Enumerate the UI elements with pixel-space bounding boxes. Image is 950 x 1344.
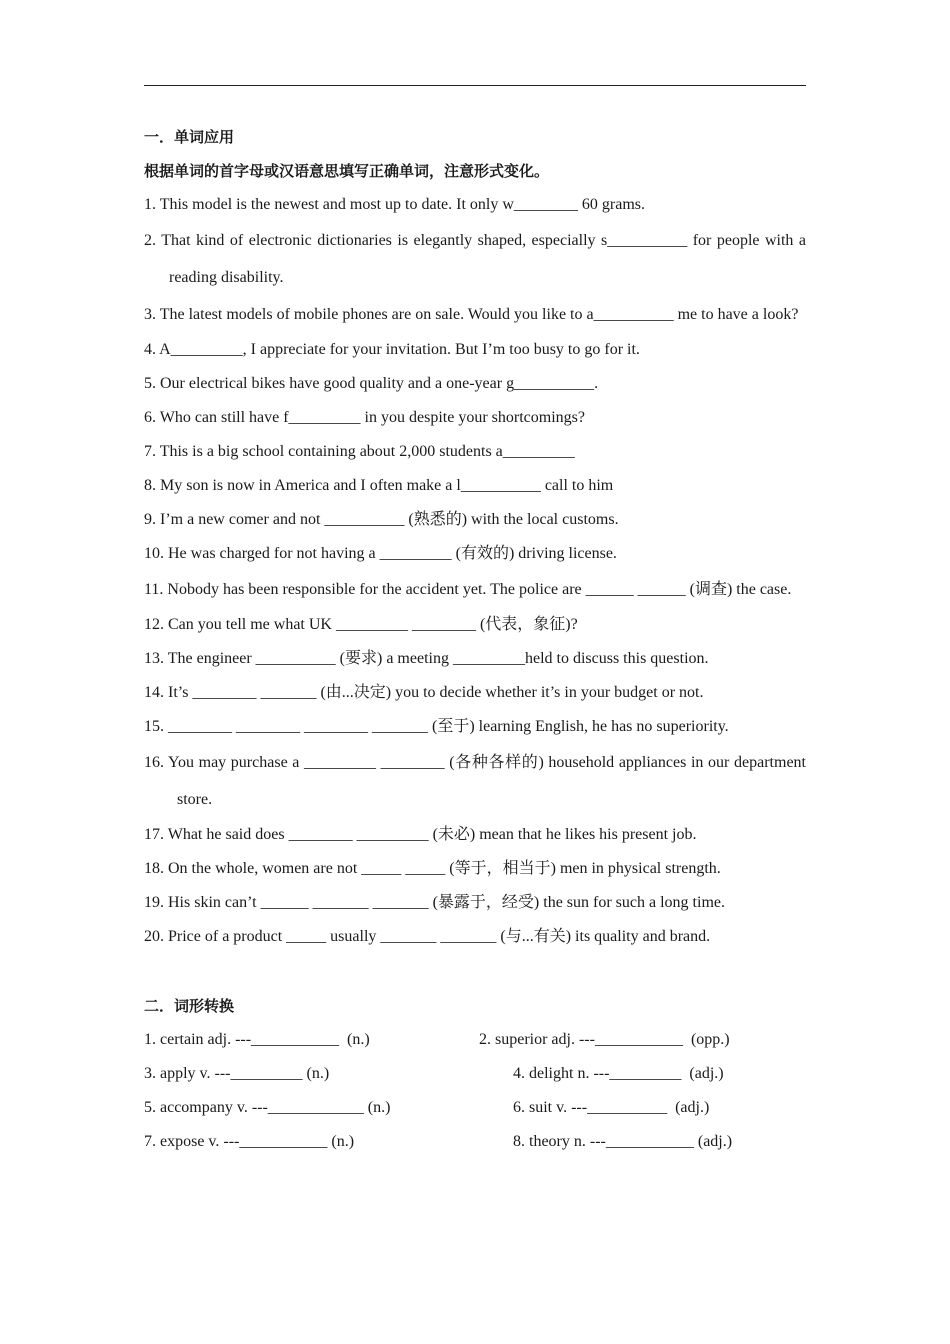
conversion-item-7: 7. expose v. ---___________ (n.) — [144, 1133, 355, 1150]
section1-instruction: 根据单词的首字母或汉语意思填写正确单词，注意形式变化。 — [144, 162, 550, 180]
conversion-item-3: 3. apply v. ---_________ (n.) — [144, 1065, 330, 1082]
question-1: 1. This model is the newest and most up to date. It only w________ 60 grams. — [144, 196, 645, 213]
question-11: 11. Nobody has been responsible for the accident yet. The police are ______ ______ (调查) the case. — [144, 581, 792, 598]
conversion-item-8: 8. theory n. ---___________ (adj.) — [513, 1133, 733, 1150]
conversion-row — [144, 1057, 806, 1091]
worksheet — [144, 120, 806, 1159]
conversion-item-6: 6. suit v. ---__________ (adj.) — [513, 1099, 710, 1116]
question-17: 17. What he said does ________ _________ (未必) mean that he likes his present job. — [144, 826, 697, 843]
conversion-row — [144, 1023, 806, 1057]
question-2: 2. That kind of electronic dictionaries is elegantly shaped, especially s__________ for people with a reading disability. — [144, 232, 806, 286]
question-9: 9. I’m a new comer and not __________ (熟悉的) with the local customs. — [144, 511, 619, 528]
question-10: 10. He was charged for not having a _________ (有效的) driving license. — [144, 545, 617, 562]
question-16: 16. You may purchase a _________ ________ (各种各样的) household appliances in our department store. — [144, 754, 806, 808]
question-6: 6. Who can still have f_________ in you despite your shortcomings? — [144, 409, 585, 426]
conversion-item-1: 1. certain adj. ---___________ (n.) — [144, 1031, 370, 1048]
conversion-row — [144, 1091, 806, 1125]
header-rule — [144, 85, 806, 86]
question-8: 8. My son is now in America and I often make a l__________ call to him — [144, 477, 614, 494]
conversion-item-5: 5. accompany v. ---____________ (n.) — [144, 1099, 391, 1116]
section-spacer — [144, 954, 806, 989]
question-19: 19. His skin can’t ______ _______ _______ (暴露于，经受) the sun for such a long time. — [144, 894, 725, 911]
question-13: 13. The engineer __________ (要求) a meeting _________held to discuss this question. — [144, 650, 709, 667]
question-7: 7. This is a big school containing about 2,000 students a_________ — [144, 443, 575, 460]
conversion-item-2: 2. superior adj. ---___________ (opp.) — [479, 1031, 730, 1048]
question-15: 15. ________ ________ ________ _______ (至于) learning English, he has no superiority. — [144, 718, 729, 735]
question-3: 3. The latest models of mobile phones are on sale. Would you like to a__________ me to have a look? — [144, 306, 799, 323]
section1-title: 一．单词应用 — [144, 128, 235, 146]
question-5: 5. Our electrical bikes have good quality and a one-year g__________. — [144, 375, 599, 392]
question-4: 4. A_________, I appreciate for your invitation. But I’m too busy to go for it. — [144, 341, 640, 358]
section2-title: 二．词形转换 — [144, 997, 235, 1015]
question-14: 14. It’s ________ _______ (由...决定) you to decide whether it’s in your budget or not. — [144, 684, 704, 701]
question-20: 20. Price of a product _____ usually _______ _______ (与...有关) its quality and brand. — [144, 928, 711, 945]
conversion-item-4: 4. delight n. ---_________ (adj.) — [513, 1065, 724, 1082]
conversion-row — [144, 1125, 806, 1159]
question-12: 12. Can you tell me what UK _________ ________ (代表，象征)? — [144, 616, 578, 633]
question-18: 18. On the whole, women are not _____ _____ (等于，相当于) men in physical strength. — [144, 860, 721, 877]
